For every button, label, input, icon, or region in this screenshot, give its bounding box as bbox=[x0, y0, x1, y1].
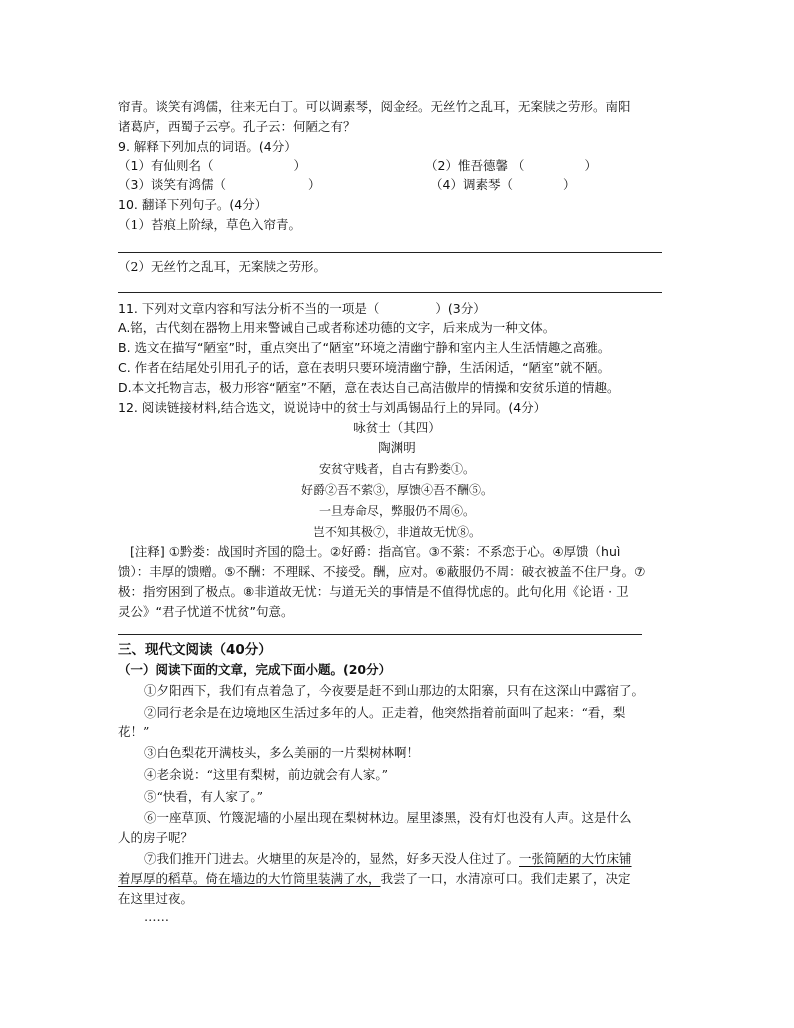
q11-option-d: D.本文托物言志，极力形容“陋室”不陋，意在表达自己高洁傲岸的情操和安贫乐道的情趣。 bbox=[118, 380, 620, 395]
underlined-sentence: 一张简陋的大竹床铺 bbox=[519, 851, 632, 866]
question-11-stem: 11. 下列对文章内容和写法分析不当的一项是（ ）(3分） bbox=[118, 301, 486, 316]
article-paragraph: ⑦我们推开门进去。火塘里的灰是冷的，显然，好多天没人住过了。一张简陋的大竹床铺 bbox=[144, 851, 632, 866]
poem-notes: 馈）：丰厚的馈赠。⑤不酬：不理睬、不接受。酬，应对。⑥蔽服仍不周：破衣被盖不住尸身。⑦ bbox=[118, 564, 646, 579]
underlined-sentence: 着厚厚的稻草。倚在墙边的大竹筒里装满了水， bbox=[118, 871, 381, 886]
article-paragraph: ⑥一座草顶、竹篾泥墙的小屋出现在梨树林边。屋里漆黑，没有灯也没有人声。这是什么 bbox=[144, 810, 632, 825]
article-paragraph: 花！” bbox=[118, 724, 150, 739]
q11-option-a: A.铭，古代刻在器物上用来警诫自己或者称述功德的文字，后来成为一种文体。 bbox=[118, 320, 556, 335]
answer-line bbox=[118, 292, 662, 293]
article-paragraph: ④老余说：“这里有梨树，前边就会有人家。” bbox=[144, 767, 389, 782]
poem-notes: [注释] ①黔娄：战国时齐国的隐士。②好爵：指高官。③不萦：不系恋于心。④厚馈（huì bbox=[130, 544, 621, 559]
q9-item-3: （3）谈笑有鸿儒（ ） bbox=[118, 177, 321, 192]
article-paragraph: ②同行老余是在边境地区生活过多年的人。正走着，他突然指着前面叫了起来：“看，梨 bbox=[144, 705, 626, 720]
passage-line: 帘青。谈笑有鸿儒，往来无白丁。可以调素琴，阅金经。无丝竹之乱耳，无案牍之劳形。南阳 bbox=[118, 99, 631, 114]
question-9-stem: 9. 解释下列加点的词语。(4分） bbox=[118, 139, 297, 154]
article-paragraph: ⑤“快看，有人家了。” bbox=[144, 789, 264, 804]
q11-option-b: B. 选文在描写“陋室”时，重点突出了“陋室”环境之清幽宁静和室内主人生活情趣之高雅。 bbox=[118, 340, 611, 355]
poem-notes: 灵公》“君子忧道不忧贫”句意。 bbox=[118, 604, 294, 619]
passage-line: 诸葛庐，西蜀子云亭。孔子云：何陋之有？ bbox=[118, 119, 356, 134]
q9-item-2: （2）惟吾德馨 （ ） bbox=[425, 158, 597, 173]
ellipsis: …… bbox=[144, 909, 169, 924]
poem-line: 岂不知其极⑦，非道故无忧⑧。 bbox=[312, 525, 481, 539]
poem-line: 好爵②吾不萦③，厚馈④吾不酬⑤。 bbox=[300, 483, 493, 497]
q11-option-c: C. 作者在结尾处引用孔子的话，意在表明只要环境清幽宁静，生活闲适，“陋室”就不陋。 bbox=[118, 360, 611, 375]
poem-line: 一旦寿命尽，弊服仍不周⑥。 bbox=[318, 504, 475, 518]
section-divider bbox=[118, 634, 642, 635]
article-paragraph: 人的房子呢？ bbox=[118, 830, 194, 845]
q10-sentence-2: （2）无丝竹之乱耳，无案牍之劳形。 bbox=[118, 259, 326, 274]
answer-line bbox=[118, 252, 662, 253]
poem-line: 安贫守贱者，自古有黔娄①。 bbox=[318, 462, 475, 476]
question-12-stem: 12. 阅读链接材料,结合选文，说说诗中的贫士与刘禹锡品行上的异同。(4分） bbox=[118, 400, 547, 415]
article-paragraph: ③白色梨花开满枝头，多么美丽的一片梨树林啊！ bbox=[144, 745, 420, 760]
poem-title: 咏贫士（其四） bbox=[353, 420, 441, 435]
q10-sentence-1: （1）苔痕上阶绿，草色入帘青。 bbox=[118, 217, 301, 232]
article-paragraph: 在这里过夜。 bbox=[118, 891, 194, 906]
q9-item-4: （4）调素琴（ ） bbox=[430, 177, 576, 192]
part-heading: （一）阅读下面的文章，完成下面小题。(20分） bbox=[118, 662, 392, 677]
poem-notes: 极：指穷困到了极点。⑧非道故无忧：与道无关的事情是不值得忧虑的。此句化用《论语 · 卫 bbox=[118, 584, 629, 599]
article-paragraph: 着厚厚的稻草。倚在墙边的大竹筒里装满了水，我尝了一口，水清凉可口。我们走累了，决定 bbox=[118, 871, 631, 886]
q9-item-1: （1）有仙则名（ ） bbox=[118, 158, 306, 173]
poem-author: 陶渊明 bbox=[378, 440, 416, 455]
section-heading: 三、现代文阅读（40分） bbox=[118, 642, 272, 658]
question-10-stem: 10. 翻译下列句子。(4分） bbox=[118, 197, 268, 212]
article-paragraph: ①夕阳西下，我们有点着急了，今夜要是赶不到山那边的太阳寨，只有在这深山中露宿了。 bbox=[144, 683, 645, 698]
